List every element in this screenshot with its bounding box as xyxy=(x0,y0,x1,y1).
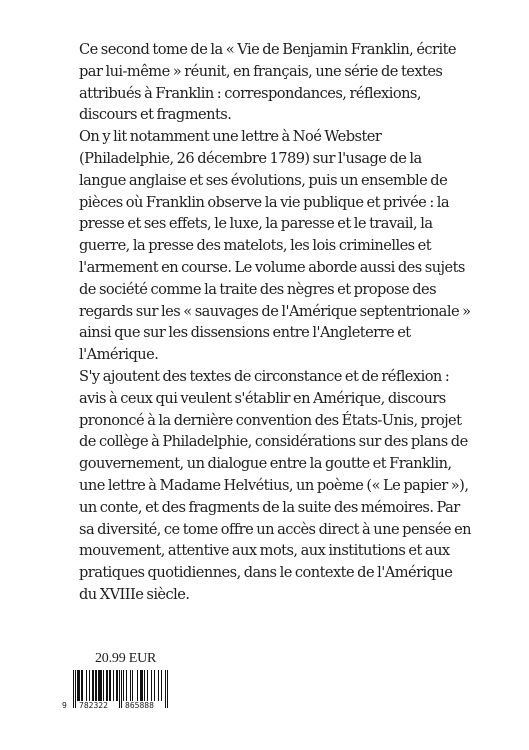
barcode-bar xyxy=(86,670,87,701)
barcode-bar xyxy=(137,670,138,701)
barcode-bar xyxy=(98,670,99,701)
barcode-bar xyxy=(99,670,100,701)
barcode-bar xyxy=(141,670,142,701)
barcode-bar xyxy=(106,670,107,701)
barcode-digit-prefix: 9 xyxy=(62,701,67,710)
barcode-bar xyxy=(161,670,162,701)
barcode-bar xyxy=(113,670,114,701)
price-label: 20.99 EUR xyxy=(95,651,157,666)
barcode-bar xyxy=(89,670,90,701)
barcode-bar xyxy=(103,670,104,701)
barcode-bar xyxy=(154,670,155,701)
barcode-bar xyxy=(77,670,78,701)
barcode-bar xyxy=(82,670,83,701)
description-paragraph-3: S'y ajoutent des textes de circonstance et de réflexion : avis à ceux qui veulent s'établir en Amérique, discours prononcé à la dernière convention des États-Unis, projet de collège à Philadelphie, considérations sur des plans de gouvernement, un dialogue entre la goutte et Franklin, une lettre à Madame Helvétius, un poème (« Le papier »), un conte, et des fragments de la suite des mémoires. Par sa diversité, ce tome offre un accès direct à une pensée en mouvement, attentive aux mots, aux institutions et aux pratiques quotidiennes, dans le contexte de l'Amérique du XVIIIe siècle. xyxy=(79,367,472,603)
barcode-bar xyxy=(117,670,118,701)
description-paragraph-1: Ce second tome de la « Vie de Benjamin Franklin, écrite par lui-même » réunit, en français, une série de textes attribués à Franklin : correspondances, réflexions, discours et fragments. xyxy=(79,41,456,124)
barcode-bar xyxy=(101,670,102,701)
barcode-bar xyxy=(79,670,80,701)
barcode-bar xyxy=(96,670,97,701)
barcode-bar xyxy=(107,670,108,701)
barcode-bar xyxy=(158,670,159,701)
barcode-bar xyxy=(100,670,101,701)
barcode-bar xyxy=(93,670,94,701)
barcode-bar xyxy=(144,670,145,701)
barcode-bar xyxy=(110,670,111,701)
barcode-digits-right: 865888 xyxy=(125,701,154,710)
barcode-bar xyxy=(95,670,96,701)
barcode-bar xyxy=(109,670,110,701)
barcode-bar xyxy=(140,670,141,701)
back-cover-description xyxy=(79,39,471,606)
barcode-digits xyxy=(64,701,174,711)
barcode-bar xyxy=(142,670,143,701)
barcode-bar xyxy=(126,670,127,701)
barcode-bar xyxy=(130,670,131,701)
barcode-bar xyxy=(151,670,152,701)
barcode-bar xyxy=(147,670,148,701)
barcode-digits-left: 782322 xyxy=(79,701,108,710)
barcode-bar xyxy=(132,670,133,701)
barcode-bar xyxy=(116,670,117,701)
barcode-bar xyxy=(81,670,82,701)
barcode-bar xyxy=(92,670,93,701)
barcode-bar xyxy=(123,670,124,701)
description-paragraph-2: On y lit notamment une lettre à Noé Webster (Philadelphie, 26 décembre 1789) sur l'usage de la langue anglaise et ses évolutions, puis un ensemble de pièces où Franklin observe la vie publique et privée : la presse et ses effets, le luxe, la paresse et le travail, la guerre, la presse des matelots, les lois criminelles et l'armement en course. Le volume aborde aussi des sujets de société comme la traite des nègres et propose des regards sur les « sauvages de l'Amérique septentrionale » ainsi que sur les dissensions entre l'Angleterre et l'Amérique. xyxy=(79,128,471,364)
barcode-bar xyxy=(78,670,79,701)
